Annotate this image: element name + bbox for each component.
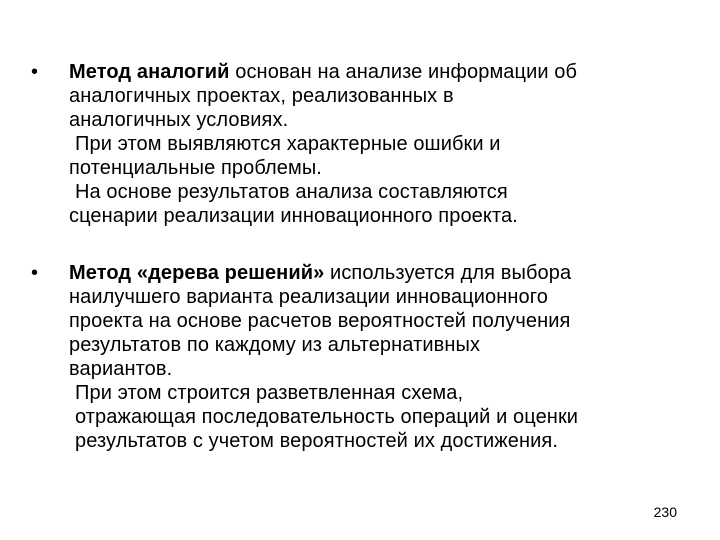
body-text: вариантов. <box>69 358 173 380</box>
body-text: результатов по каждому из альтернативных <box>69 334 481 356</box>
body-text: отражающая последовательность операций и оценки <box>75 406 579 428</box>
bullet-line <box>69 60 577 84</box>
body-text: потенциальные проблемы. <box>69 157 322 179</box>
body-text: На основе результатов анализа составляются <box>75 181 508 203</box>
bullet-line <box>69 261 571 285</box>
term-label: Метод «дерева решений» <box>69 262 325 284</box>
body-text: проекта на основе расчетов вероятностей получения <box>69 310 571 332</box>
body-text: используется для выбора <box>330 262 572 284</box>
body-text: результатов с учетом вероятностей их достижения. <box>75 430 558 452</box>
bullet-icon: • <box>31 262 39 284</box>
body-text: При этом строится разветвленная схема, <box>75 382 464 404</box>
body-text: При этом выявляются характерные ошибки и <box>75 133 501 155</box>
body-text: аналогичных условиях. <box>69 109 289 131</box>
page-number: 230 <box>653 504 677 520</box>
bullet-icon: • <box>31 61 39 83</box>
body-text: основан на анализе информации об <box>235 61 578 83</box>
body-text: аналогичных проектах, реализованных в <box>69 85 454 107</box>
term-label: Метод аналогий <box>69 61 230 83</box>
body-text: сценарии реализации инновационного проекта. <box>69 205 518 227</box>
body-text: наилучшего варианта реализации инновационного <box>69 286 548 308</box>
